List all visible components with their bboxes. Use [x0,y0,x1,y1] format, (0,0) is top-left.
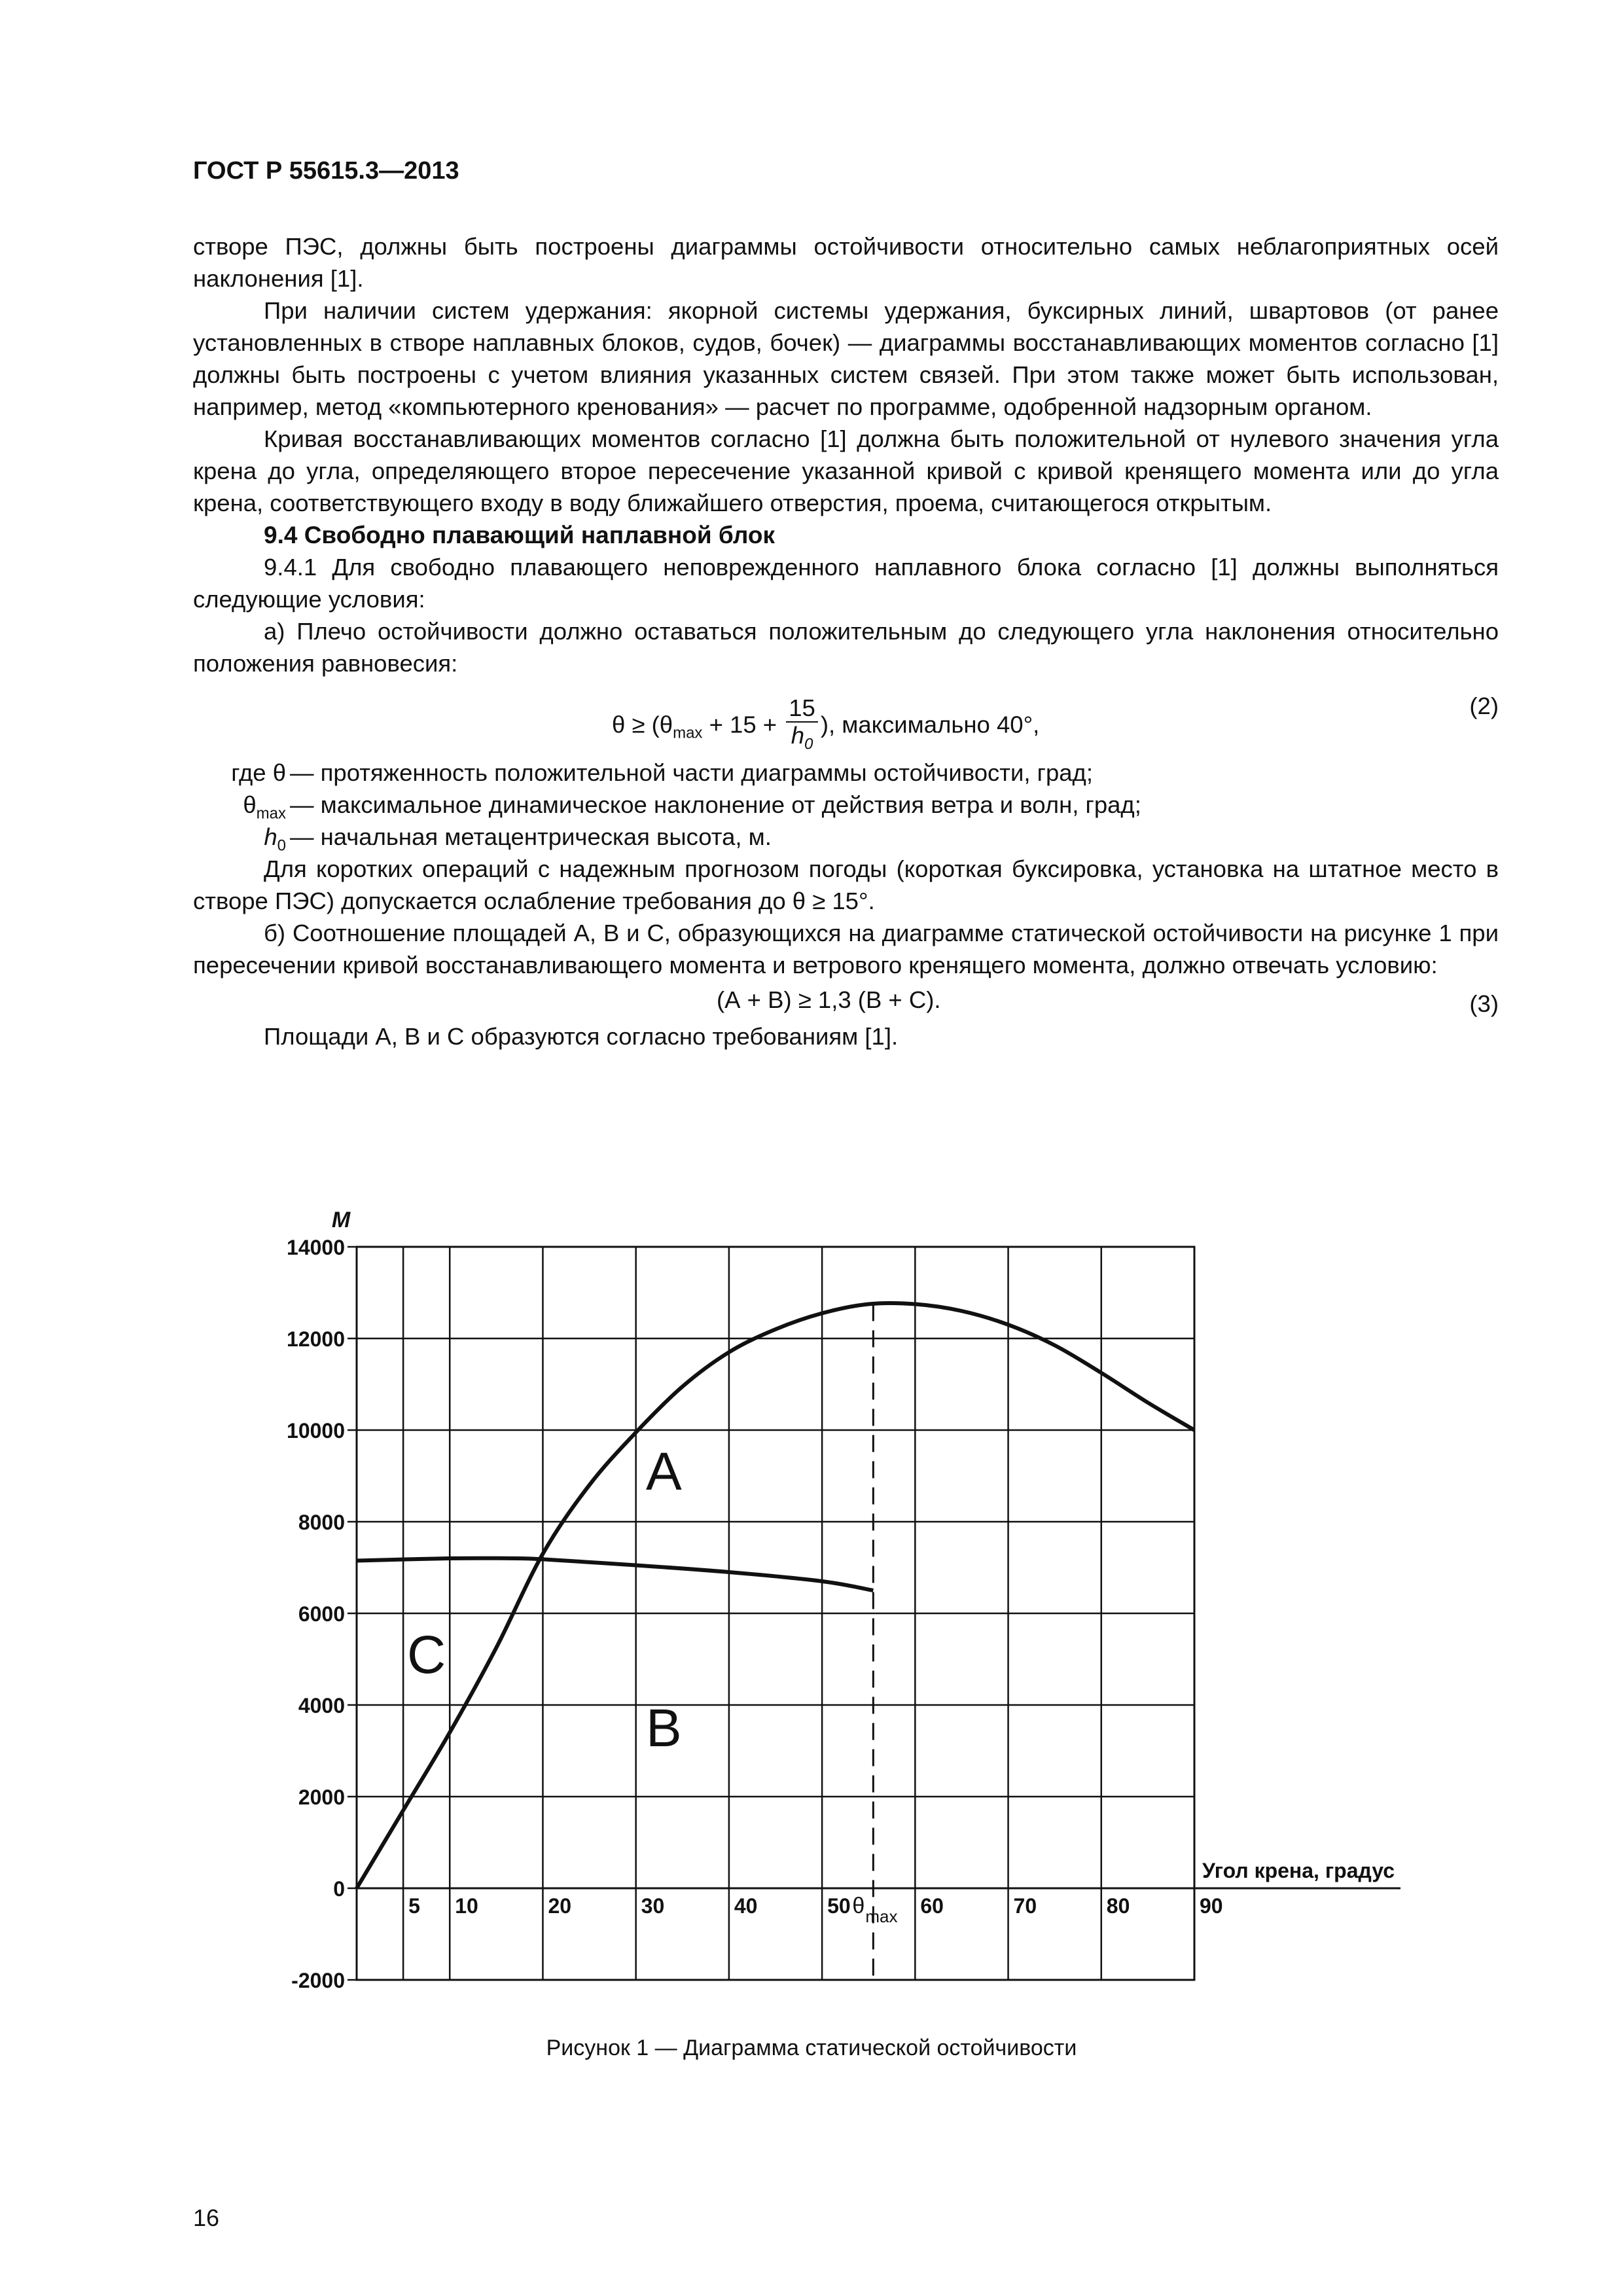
formula-number: (2) [1469,692,1499,719]
heeling-moment-curve [357,1558,873,1590]
x-tick-label: 80 [1106,1894,1130,1918]
paragraph: створе ПЭС, должны быть построены диаграммы остойчивости относительно самых неблагоприятных осей наклонения [1]. [193,233,1499,292]
y-tick-label: 14000 [287,1236,345,1259]
paragraph: При наличии систем удержания: якорной системы удержания, буксирных линий, швартовов (от ранее установленных в створе наплавных блоков, судов, бочек) — диаграммы восстанавливающих моментов согласно [1] должны быть построены с учетом влияния указанных систем связей. При этом также может быть использован, например, метод «компьютерного кренования» — расчет по программе, одобренной надзорным органом. [193,297,1499,420]
y-tick-label: 6000 [298,1602,345,1626]
y-tick-label: 0 [333,1877,345,1901]
document-header: ГОСТ Р 55615.3—2013 [193,157,459,185]
y-tick-label: -2000 [291,1969,345,1992]
paragraph: 9.4.1 Для свободно плавающего неповрежденного наплавного блока согласно [1] должны выполняться следующие условия: [193,554,1499,613]
y-tick-label: 12000 [287,1327,345,1351]
x-tick-label: 30 [641,1894,665,1918]
formula-expression: (А + В) ≥ 1,3 (В + С). [717,986,941,1013]
y-tick-label: 10000 [287,1419,345,1443]
x-tick-label: 60 [920,1894,944,1918]
theta-max-subscript: max [865,1907,898,1926]
formula-number: (3) [1469,990,1499,1017]
definition-row: $\theta_{max}$ — максимальное динамическое наклонение от действия ветра и волн, град; [243,791,1141,823]
section-heading: 9.4 Свободно плавающий наплавной блок [264,522,775,548]
y-axis-label: М [331,1208,351,1232]
paragraph: Площади А, В и С образуются согласно требованиям [1]. [264,1023,899,1050]
x-axis-label: Угол крена, градус [1202,1859,1395,1882]
x-tick-label: 40 [734,1894,758,1918]
page-number: 16 [193,2204,220,2231]
paragraph: Для коротких операций с надежным прогнозом погоды (короткая буксировка, установка на штатное место в створе ПЭС) допускается ослабление требования до θ ≥ 15°. [193,855,1499,914]
formula-expression: $\theta \ge (\theta_{max} + 15$ + $\frac{15}{h_0}$ ), максимально 40°, [612,695,1039,757]
area-label: В [645,1698,682,1758]
righting-moment-curve [357,1303,1194,1888]
area-label: А [645,1442,682,1501]
x-tick-label: 10 [455,1894,478,1918]
theta-max-label: θ [852,1893,865,1918]
area-label: С [407,1625,446,1685]
paragraph: Кривая восстанавливающих моментов согласно [1] должна быть положительной от нулевого значения угла крена до угла, определяющего второе пересечение указанной кривой с кривой кренящего момента или до угла крена, соответствующего входу в воду ближайшего отверстия, проема, считающегося открытым. [193,425,1499,516]
paragraph: а) Плечо остойчивости должно оставаться положительным до следующего угла наклонения относительно положения равновесия: [193,618,1499,677]
definition-row: $h_0$ — начальная метацентрическая высота, м. [264,823,772,855]
fraction: $\frac{15}{h_0}$ [786,695,818,757]
y-tick-label: 4000 [298,1694,345,1717]
x-tick-label: 70 [1013,1894,1037,1918]
y-tick-label: 2000 [298,1785,345,1809]
paragraph: б) Соотношение площадей А, В и С, образующихся на диаграмме статической остойчивости на рисунке 1 при пересечении кривой восстанавливающего момента и ветрового кренящего момента, должно отвечать условию: [193,920,1499,978]
x-tick-label: 20 [548,1894,572,1918]
x-tick-label: 5 [408,1894,420,1918]
figure-caption: Рисунок 1 — Диаграмма статической остойчивости [546,2036,1077,2060]
x-tick-label: 50 [827,1894,851,1918]
y-tick-label: 8000 [298,1511,345,1534]
definition-row: где θ — протяженность положительной части диаграммы остойчивости, град; [231,759,1093,786]
x-tick-label: 90 [1200,1894,1223,1918]
